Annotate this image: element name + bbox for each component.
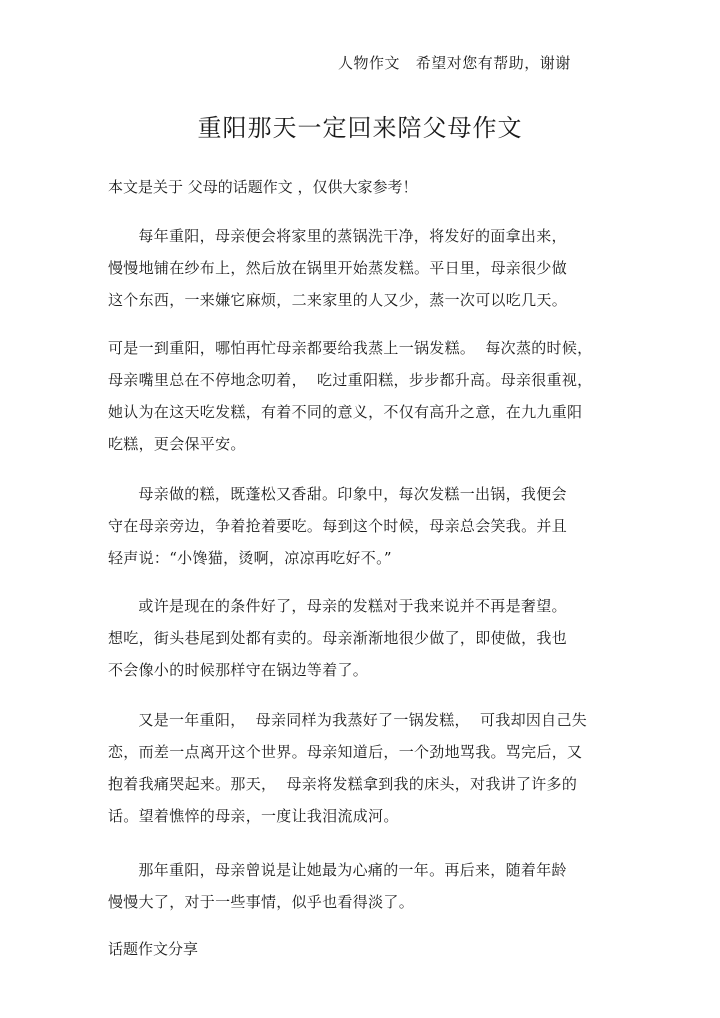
paragraph-line: 她认为在这天吃发糕，有着不同的意义，不仅有高升之意，在九九重阳 (108, 403, 583, 421)
paragraph-line: 想吃，街头巷尾到处都有卖的。母亲渐渐地很少做了，即使做，我也 (108, 629, 568, 647)
paragraph-2 (108, 332, 608, 460)
paragraph-1 (108, 220, 608, 316)
document-title: 重阳那天一定回来陪父母作文 (197, 114, 523, 142)
page-header: 人物作文 希望对您有帮助，谢谢 (338, 54, 571, 72)
paragraph-4 (108, 590, 608, 686)
paragraph-line: 母亲嘴里总在不停地念叨着， 吃过重阳糕，步步都升高。母亲很重视， (108, 371, 593, 389)
intro-text: 本文是关于 父母的话题作文 ，仅供大家参考！ (108, 178, 418, 196)
paragraph-line: 话。望着憔悴的母亲，一度让我泪流成河。 (108, 807, 399, 825)
page-footer: 话题作文分享 (108, 940, 199, 958)
paragraph-line: 吃糕，更会保平安。 (108, 435, 246, 453)
paragraph-line: 轻声说：“小馋猫，烫啊，凉凉再吃好不。” (108, 549, 392, 567)
paragraph-5 (108, 704, 608, 832)
paragraph-line: 那年重阳，母亲曾说是让她最为心痛的一年。再后来，随着年龄 (108, 861, 567, 879)
paragraph-line: 每年重阳，母亲便会将家里的蒸锅洗干净，将发好的面拿出来， (108, 227, 567, 245)
paragraph-line: 母亲做的糕，既蓬松又香甜。印象中，每次发糕一出锅，我便会 (108, 485, 567, 503)
paragraph-line: 慢慢大了，对于一些事情，似乎也看得淡了。 (108, 893, 415, 911)
paragraph-line: 又是一年重阳， 母亲同样为我蒸好了一锅发糕， 可我却因自己失 (108, 711, 588, 729)
paragraph-line: 不会像小的时候那样守在锅边等着了。 (108, 661, 369, 679)
paragraph-line: 抱着我痛哭起来。那天， 母亲将发糕拿到我的床头，对我讲了许多的 (108, 775, 578, 793)
paragraph-line: 慢慢地铺在纱布上，然后放在锅里开始蒸发糕。平日里，母亲很少做 (108, 259, 568, 277)
paragraph-6 (108, 854, 608, 918)
paragraph-line: 这个东西，一来嫌它麻烦，二来家里的人又少，蒸一次可以吃几天。 (108, 291, 568, 309)
paragraph-line: 或许是现在的条件好了，母亲的发糕对于我来说并不再是奢望。 (108, 597, 567, 615)
paragraph-3 (108, 478, 608, 574)
paragraph-line: 守在母亲旁边，争着抢着要吃。每到这个时候，母亲总会笑我。并且 (108, 517, 568, 535)
paragraph-line: 恋，而差一点离开这个世界。母亲知道后，一个劲地骂我。骂完后，又 (108, 743, 583, 761)
paragraph-line: 可是一到重阳，哪怕再忙母亲都要给我蒸上一锅发糕。 每次蒸的时候， (108, 339, 593, 357)
